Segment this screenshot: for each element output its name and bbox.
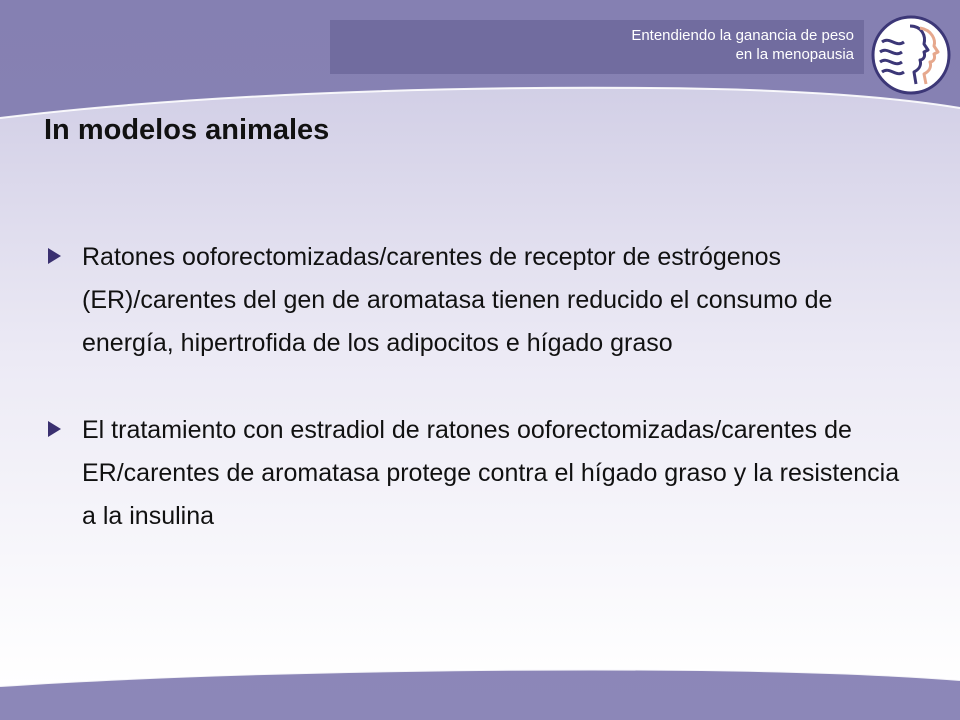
slide-title: In modelos animales xyxy=(44,114,330,146)
triangle-right-icon xyxy=(48,421,61,437)
header-line-2: en la menopausia xyxy=(735,46,854,63)
faces-profile-logo-icon xyxy=(870,14,952,96)
header-line-1: Entendiendo la ganancia de peso xyxy=(631,27,854,44)
bullet-text: Ratones ooforectomizadas/carentes de receptor de estrógenos (ER)/carentes del gen de aromatasa tienen reducido el consumo de energía, hipertrofida de los adipocitos e hígado graso xyxy=(82,243,833,357)
bullet-list xyxy=(44,236,904,582)
bullet-text: El tratamiento con estradiol de ratones ooforectomizadas/carentes de ER/carentes de aromatasa protege contra el hígado graso y la resistencia a la insulina xyxy=(82,416,900,530)
header-banner xyxy=(330,20,864,74)
triangle-right-icon xyxy=(48,248,61,264)
list-item xyxy=(44,236,904,365)
list-item xyxy=(44,409,904,538)
